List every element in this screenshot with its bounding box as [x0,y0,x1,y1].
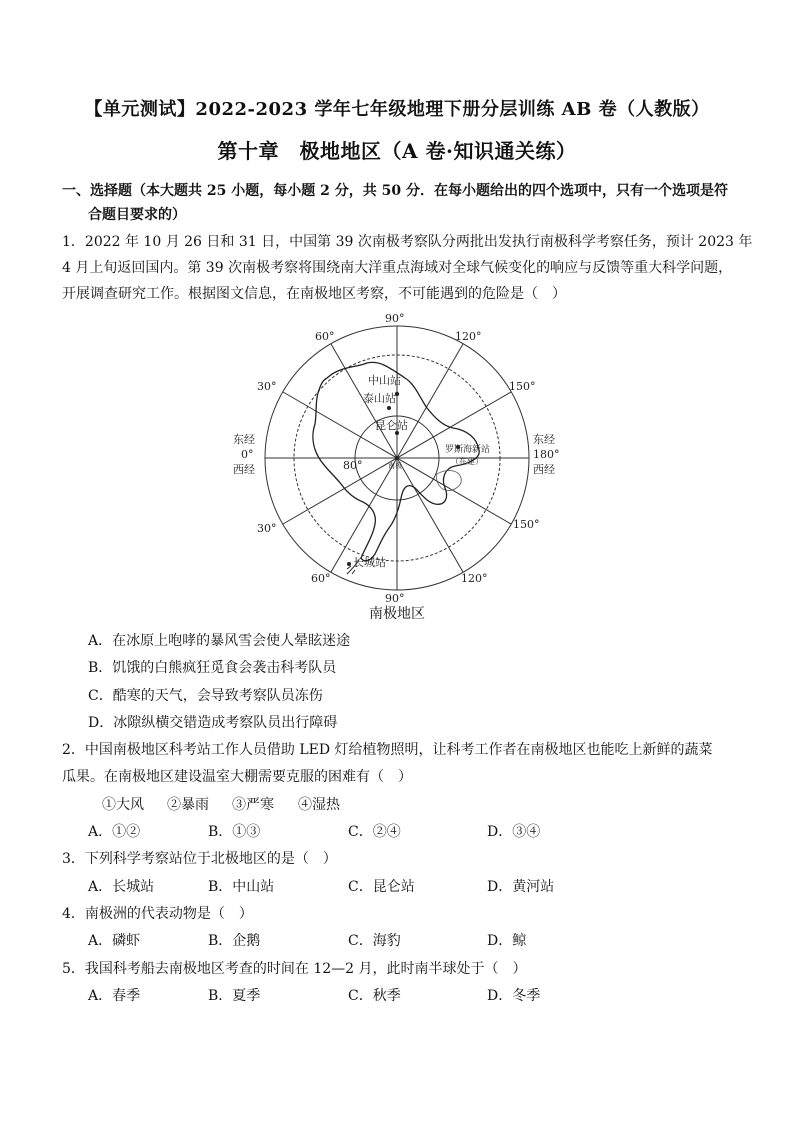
label-east-right: 东经 [533,433,555,446]
q5-option-d[interactable]: D．冬季 [487,988,541,1004]
q2-item-3: ③严寒 [232,797,274,813]
q2-item-1: ①大风 [102,797,144,813]
label-lon-90-top: 90° [385,312,405,325]
map-caption: 南极地区 [369,606,425,622]
q1-stem-line3: 开展调查研究工作。根据图文信息，在南极地区考察，不可能遇到的危险是（ ） [62,286,566,302]
q2-option-c[interactable]: C．②④ [348,824,401,840]
q4-option-d[interactable]: D．鲸 [487,933,527,949]
south-pole-marker [395,456,399,460]
label-rosssea-note: （在建） [451,457,483,466]
label-west-right: 西经 [533,463,555,476]
q1-stem-line2: 4 月上旬返回国内。第 39 次南极考察将围绕南大洋重点海域对全球气候变化的响应与反馈等重大科学问题， [62,260,733,276]
greatwall-station-marker [347,562,351,566]
q2-option-a[interactable]: A．①② [88,824,141,840]
q4-stem: 4．南极洲的代表动物是（ ） [62,906,253,922]
q4-option-a[interactable]: A．磷虾 [88,933,141,949]
label-180-right: 180° [533,448,560,461]
section-heading: 一、选择题（本大题共 25 小题，每小题 2 分，共 50 分．在每小题给出的四个选项中，只有一个选项是符 [62,183,728,199]
q2-item-2: ②暴雨 [167,797,209,813]
document-title: 【单元测试】2022-2023 学年七年级地理下册分层训练 AB 卷（人教版） [84,99,710,120]
section-heading-cont: 合题目要求的） [88,207,186,223]
q4-option-b[interactable]: B．企鹅 [208,933,261,949]
q5-option-b[interactable]: B．夏季 [208,988,261,1004]
label-lon-30-l: 30° [257,380,277,393]
label-lon-150-br: 150° [513,518,540,531]
q2-item-4: ④湿热 [298,797,340,813]
q1-option-b[interactable]: B．饥饿的白熊疯狂觅食会袭击科考队员 [88,660,337,676]
q2-stem-line2: 瓜果。在南极地区建设温室大棚需要克服的困难有（ ） [62,769,412,785]
q3-option-d[interactable]: D．黄河站 [487,879,555,895]
antarctica-map [233,308,560,605]
label-zhongshan-station: 中山站 [368,374,401,387]
label-west-left: 西经 [233,463,255,476]
q2-stem-line1: 2．中国南极地区科考站工作人员借助 LED 灯给植物照明，让科考工作者在南极地区也能吃上新鲜的蔬菜 [62,742,713,758]
label-greatwall-station: 长城站 [353,556,386,569]
label-lon-120-tr: 120° [455,330,482,343]
q3-option-b[interactable]: B．中山站 [208,879,275,895]
label-lon-60-bl: 60° [311,572,331,585]
label-lon-120-br: 120° [461,572,488,585]
q5-option-c[interactable]: C．秋季 [348,988,401,1004]
ice-shelf-outline [436,471,461,491]
q1-option-c[interactable]: C．酷寒的天气，会导致考察队员冻伤 [88,688,323,704]
label-rosssea-station: 罗斯海新站 [445,445,491,455]
label-lat-80: 80° [343,459,363,472]
chapter-title: 第十章 极地地区（A 卷·知识通关练） [217,139,577,163]
q3-stem: 3．下列科学考察站位于北极地区的是（ ） [62,851,337,867]
label-lon-30-bl: 30° [257,522,277,535]
q5-stem: 5．我国科考船去南极地区考查的时间在 12—2 月，此时南半球处于（ ） [62,961,527,977]
q3-option-c[interactable]: C．昆仑站 [348,879,415,895]
label-east-left: 东经 [233,433,255,446]
label-lon-150-r: 150° [509,380,536,393]
q4-option-c[interactable]: C．海豹 [348,933,401,949]
taishan-station-marker [387,406,391,410]
q3-option-a[interactable]: A．长城站 [88,879,155,895]
label-taishan-station: 泰山站 [363,392,396,405]
label-south-pole: 南极 [388,462,402,470]
q5-option-a[interactable]: A．春季 [88,988,141,1004]
label-zero-left: 0° [241,448,254,461]
q2-option-b[interactable]: B．①③ [208,824,261,840]
label-lon-90-bottom: 90° [385,592,405,605]
label-kunlun-station: 昆仑站 [375,419,408,432]
q1-option-d[interactable]: D．冰隙纵横交错造成考察队员出行障碍 [88,715,338,731]
q1-stem-line1: 1．2022 年 10 月 26 日和 31 日，中国第 39 次南极考察队分两批出发执行南极科学考察任务，预计 2023 年 [62,234,753,250]
q2-option-d[interactable]: D．③④ [487,824,541,840]
label-lon-60-tl: 60° [315,330,335,343]
q1-option-a[interactable]: A．在冰原上咆哮的暴风雪会使人晕眩迷途 [88,633,351,649]
